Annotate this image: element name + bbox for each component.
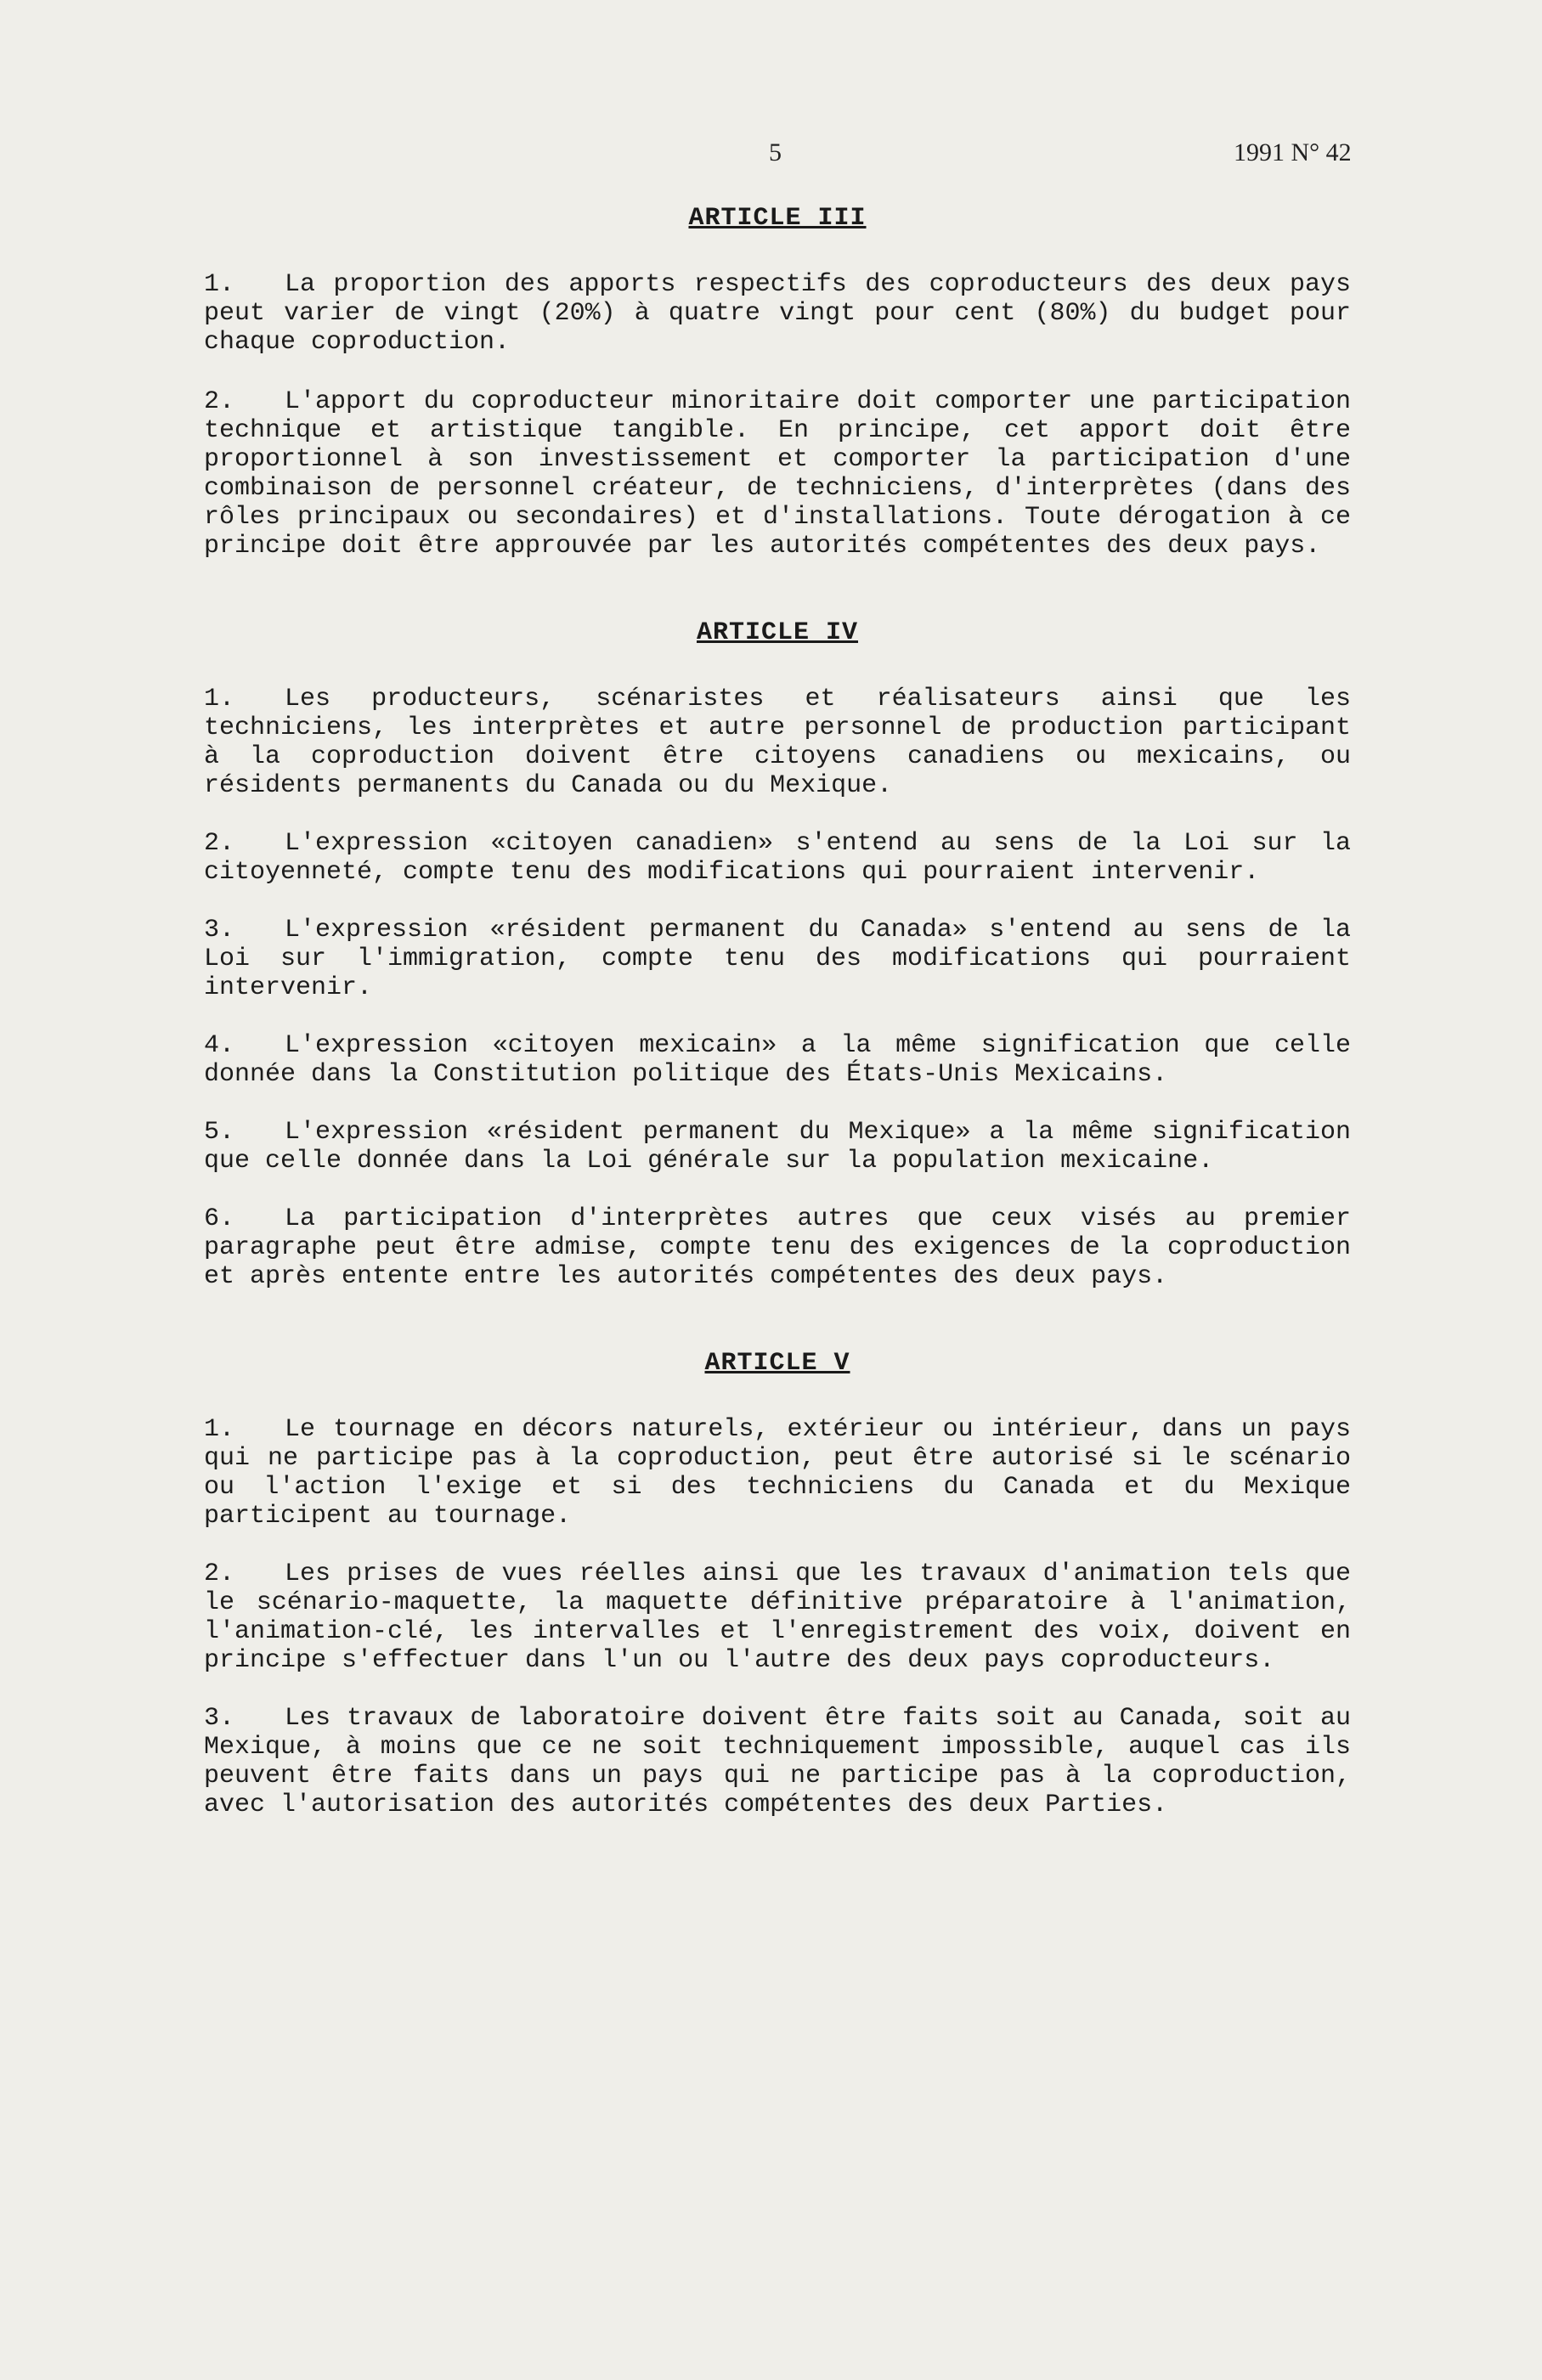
paragraph-text: L'expression «résident permanent du Canada» s'entend au sens de la Loi sur l'immigration, compte tenu des modifications qui pourraient intervenir.: [204, 916, 1351, 1002]
article-4-paragraph-4: [204, 1031, 1351, 1089]
paragraph-number: 3.: [204, 916, 235, 945]
paragraph-text: La proportion des apports respectifs des coproducteurs des deux pays peut varier de vingt (20%) à quatre vingt pour cent (80%) du budget pour chaque coproduction.: [204, 270, 1351, 357]
paragraph-number: 2.: [204, 387, 235, 416]
paragraph-number: 1.: [204, 270, 235, 299]
article-4-paragraph-2: [204, 829, 1351, 887]
paragraph-text: L'apport du coproducteur minoritaire doit comporter une participation technique et artistique tangible. En principe, cet apport doit être proportionnel à son investissement et comporter la participation d'une combinaison de personnel créateur, de techniciens, d'interprètes (dans des rôles principaux ou secondaires) et d'installations. Toute dérogation à ce principe doit être approuvée par les autorités compétentes des deux pays.: [204, 387, 1351, 561]
paragraph-text: Le tournage en décors naturels, extérieur ou intérieur, dans un pays qui ne participe pas à la coproduction, peut être autorisé si le scénario ou l'action l'exige et si des techniciens du Canada et du Mexique participent au tournage.: [204, 1415, 1351, 1531]
document-body: [204, 204, 1351, 1819]
article-4-title: ARTICLE IV: [696, 618, 859, 647]
paragraph-number: 4.: [204, 1031, 235, 1060]
article-5-paragraph-1: [204, 1415, 1351, 1531]
article-5-paragraph-3: [204, 1704, 1351, 1819]
paragraph-text: L'expression «résident permanent du Mexique» a la même signification que celle donnée dans la Loi générale sur la population mexicaine.: [204, 1118, 1351, 1176]
paragraph-number: 2.: [204, 1559, 235, 1588]
page-number: 5: [769, 138, 782, 166]
article-4-paragraph-5: [204, 1118, 1351, 1176]
paragraph-number: 2.: [204, 829, 235, 858]
article-3-title: ARTICLE III: [688, 204, 867, 233]
paragraph-text: Les travaux de laboratoire doivent être faits soit au Canada, soit au Mexique, à moins que ce ne soit techniquement impossible, auquel cas ils peuvent être faits dans un pays qui ne participe pas à la coproduction, avec l'autorisation des autorités compétentes des deux Parties.: [204, 1704, 1351, 1819]
paragraph-number: 3.: [204, 1704, 235, 1733]
article-4-paragraph-3: [204, 916, 1351, 1002]
article-3-paragraph-2: [204, 387, 1351, 561]
article-5-paragraph-2: [204, 1559, 1351, 1675]
document-reference: 1991 N° 42: [1234, 138, 1352, 166]
paragraph-text: L'expression «citoyen canadien» s'entend au sens de la Loi sur la citoyenneté, compte tenu des modifications qui pourraient intervenir.: [204, 829, 1351, 887]
paragraph-text: Les producteurs, scénaristes et réalisateurs ainsi que les techniciens, les interprètes et autre personnel de production participant à la coproduction doivent être citoyens canadiens ou mexicains, ou résidents permanents du Canada ou du Mexique.: [204, 685, 1351, 800]
article-3-paragraph-1: [204, 270, 1351, 357]
paragraph-text: L'expression «citoyen mexicain» a la même signification que celle donnée dans la Constitution politique des États-Unis Mexicains.: [204, 1031, 1351, 1089]
paragraph-number: 1.: [204, 1415, 235, 1444]
article-5-title: ARTICLE V: [704, 1349, 850, 1378]
paragraph-text: La participation d'interprètes autres que ceux visés au premier paragraphe peut être admise, compte tenu des exigences de la coproduction et après entente entre les autorités compétentes des deux pays.: [204, 1204, 1351, 1291]
paragraph-number: 6.: [204, 1204, 235, 1233]
paragraph-text: Les prises de vues réelles ainsi que les travaux d'animation tels que le scénario-maquette, la maquette définitive préparatoire à l'animation, l'animation-clé, les intervalles et l'enregistrement des voix, doivent en principe s'effectuer dans l'un ou l'autre des deux pays coproducteurs.: [204, 1559, 1351, 1675]
article-4-paragraph-6: [204, 1204, 1351, 1291]
article-4-paragraph-1: [204, 685, 1351, 800]
paragraph-number: 5.: [204, 1118, 235, 1147]
paragraph-number: 1.: [204, 685, 235, 713]
